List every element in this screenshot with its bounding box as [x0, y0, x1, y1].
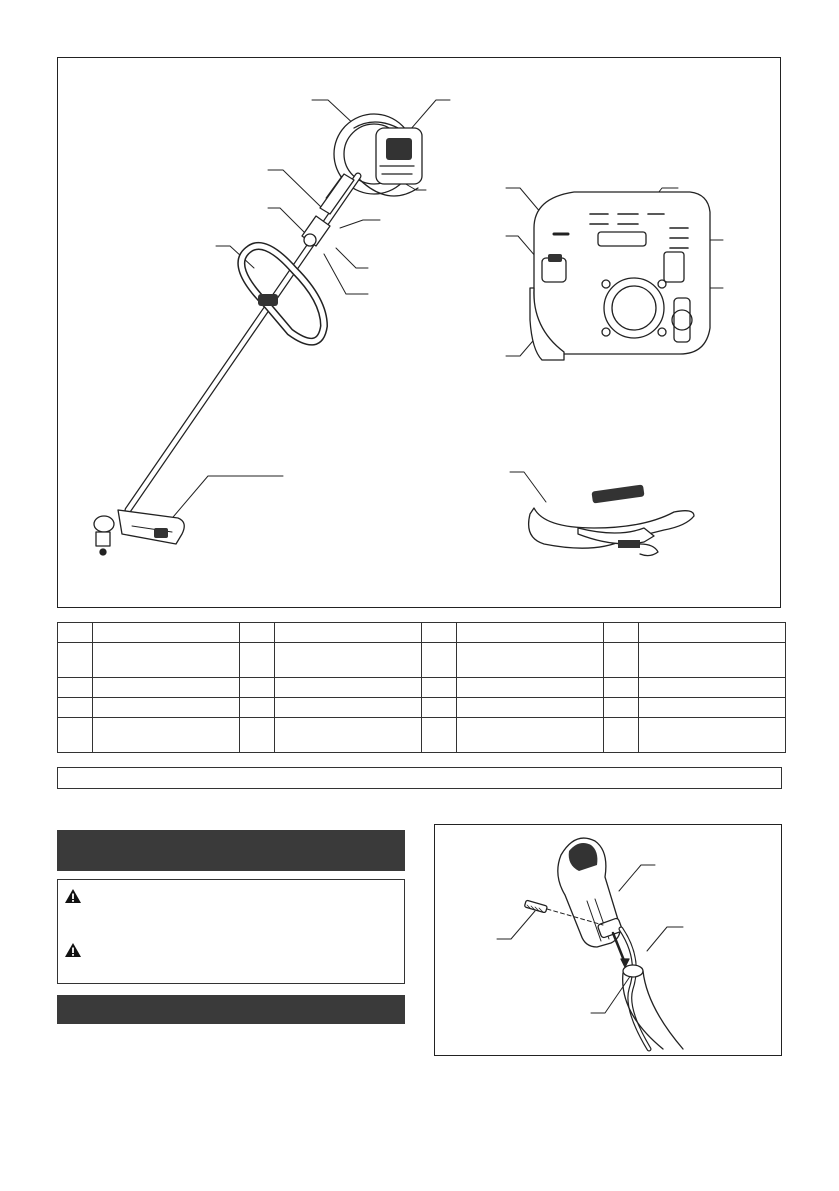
table-cell [240, 718, 275, 753]
table-cell [457, 698, 604, 718]
table-cell [604, 678, 639, 698]
table-cell [422, 623, 457, 643]
table-cell [422, 678, 457, 698]
table-cell [457, 718, 604, 753]
table-cell [93, 718, 240, 753]
engine-closeup-drawing [530, 192, 710, 360]
table-cell [93, 643, 240, 678]
table-row [58, 643, 786, 678]
grip-attachment-illustration [435, 825, 783, 1057]
table-cell [275, 643, 422, 678]
warning-triangle-icon [64, 942, 82, 958]
table-cell [58, 698, 93, 718]
table-cell [639, 698, 786, 718]
table-cell [422, 698, 457, 718]
grip-drawing [558, 838, 623, 947]
table-row [58, 678, 786, 698]
table-cell [275, 623, 422, 643]
table-cell [457, 623, 604, 643]
table-row [58, 698, 786, 718]
warning-triangle-icon [64, 888, 82, 904]
table-cell [58, 623, 93, 643]
table-cell [93, 623, 240, 643]
table-cell [240, 698, 275, 718]
table-cell [58, 718, 93, 753]
table-cell [58, 643, 93, 678]
table-cell [240, 623, 275, 643]
table-cell [422, 643, 457, 678]
table-cell [604, 643, 639, 678]
shoulder-strap-drawing [529, 484, 694, 555]
table-cell [604, 718, 639, 753]
table-cell [240, 643, 275, 678]
table-cell [275, 678, 422, 698]
table-cell [604, 623, 639, 643]
table-row [58, 623, 786, 643]
table-cell [639, 678, 786, 698]
table-cell [604, 698, 639, 718]
table-cell [93, 678, 240, 698]
table-cell [93, 698, 240, 718]
table-cell [639, 718, 786, 753]
table-cell [58, 678, 93, 698]
warning-box [57, 879, 405, 984]
parts-figure [57, 57, 781, 608]
handle-figure [434, 824, 782, 1056]
table-cell [240, 678, 275, 698]
table-cell [422, 718, 457, 753]
shaft-drawing [128, 174, 358, 510]
brush-cutter-illustration [58, 58, 782, 609]
table-cell [275, 718, 422, 753]
parts-table [57, 622, 786, 753]
note-box [57, 767, 782, 789]
section-heading [57, 830, 405, 871]
table-row [58, 718, 786, 753]
subsection-heading [57, 995, 405, 1024]
cutting-head-drawing [94, 510, 184, 555]
table-cell [639, 623, 786, 643]
table-cell [639, 643, 786, 678]
shaft-drawing [613, 929, 683, 1049]
table-cell [275, 698, 422, 718]
table-cell [457, 643, 604, 678]
table-cell [457, 678, 604, 698]
